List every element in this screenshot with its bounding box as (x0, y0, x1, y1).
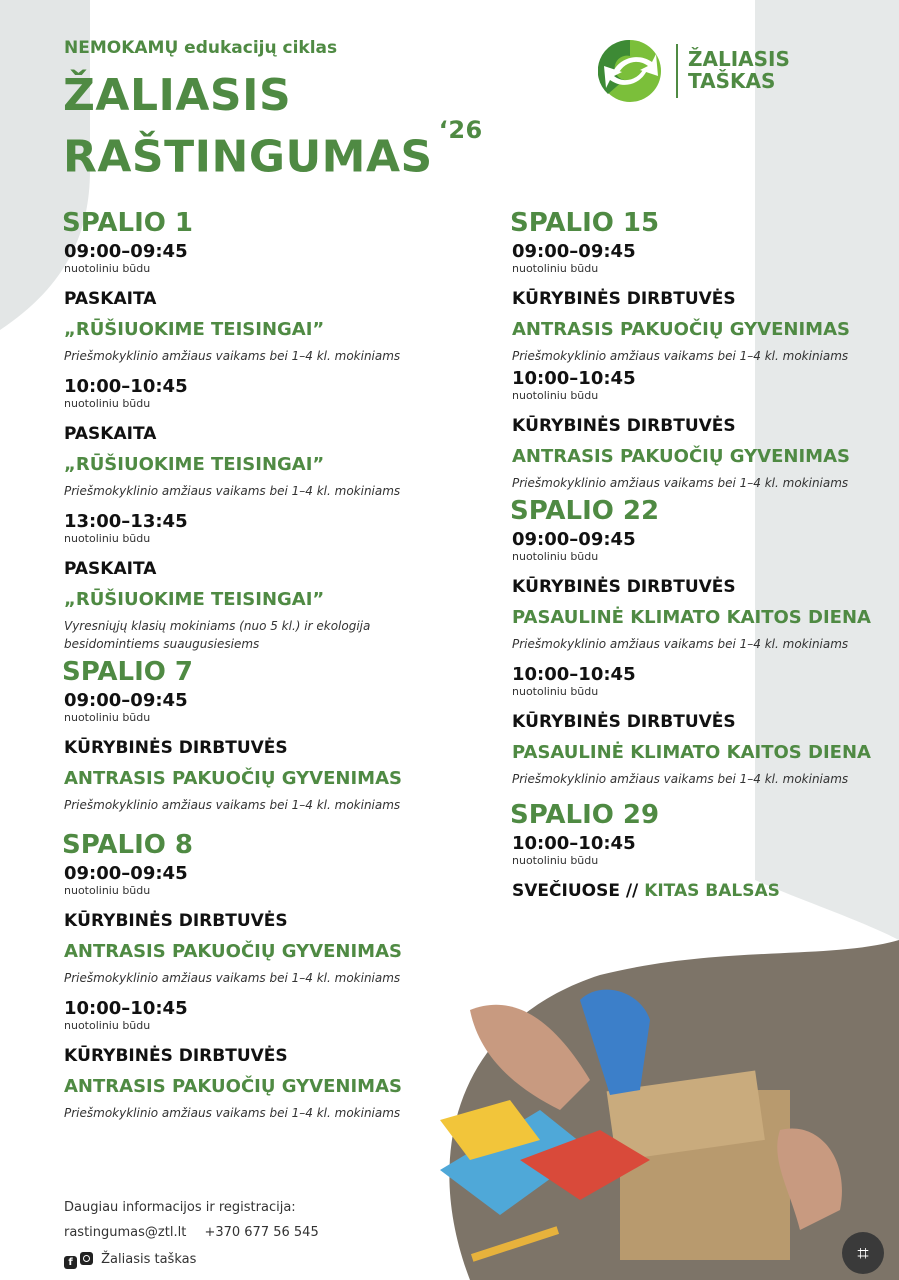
session-mode: nuotoliniu būdu (512, 854, 599, 867)
session-mode: nuotoliniu būdu (64, 262, 151, 275)
session-audience: Priešmokyklinio amžiaus vaikams bei 1–4 kl. mokiniams (64, 1106, 401, 1120)
day-heading: SPALIO 29 (510, 800, 660, 830)
session-topic: ANTRASIS PAKUOČIŲ GYVENIMAS (512, 446, 850, 467)
footer-contacts (64, 1225, 319, 1240)
session-topic: „RŪŠIUOKIME TEISINGAI” (64, 454, 325, 475)
session-time: 10:00–10:45 (512, 664, 636, 685)
session-time: 09:00–09:45 (64, 863, 188, 884)
session-topic: ANTRASIS PAKUOČIŲ GYVENIMAS (64, 768, 402, 789)
footer-info: Daugiau informacijos ir registracija: (64, 1200, 296, 1215)
session-topic: ANTRASIS PAKUOČIŲ GYVENIMAS (64, 1076, 402, 1097)
session-mode: nuotoliniu būdu (64, 397, 151, 410)
schedule-left-column (64, 208, 464, 1134)
session-time: 10:00–10:45 (512, 368, 636, 389)
session-mode: nuotoliniu būdu (512, 550, 599, 563)
session-topic: PASAULINĖ KLIMATO KAITOS DIENA (512, 742, 871, 763)
session-time: 10:00–10:45 (64, 376, 188, 397)
guest-line (512, 881, 882, 901)
session-mode: nuotoliniu būdu (512, 685, 599, 698)
session-topic: ANTRASIS PAKUOČIŲ GYVENIMAS (64, 941, 402, 962)
session-mode: nuotoliniu būdu (64, 884, 151, 897)
session-audience: Priešmokyklinio amžiaus vaikams bei 1–4 kl. mokiniams (512, 349, 849, 363)
logo-divider (676, 44, 678, 98)
session-topic: „RŪŠIUOKIME TEISINGAI” (64, 589, 325, 610)
instagram-icon[interactable] (80, 1252, 93, 1265)
guest-name: KITAS BALSAS (644, 881, 780, 901)
session-type: KŪRYBINĖS DIRBTUVĖS (64, 738, 288, 758)
session-type: KŪRYBINĖS DIRBTUVĖS (64, 1046, 288, 1066)
session-time: 09:00–09:45 (512, 241, 636, 262)
session-type: PASKAITA (64, 559, 157, 579)
day-heading: SPALIO 7 (62, 657, 194, 687)
session-mode: nuotoliniu būdu (64, 1019, 151, 1032)
title-year: ‘26 (438, 116, 483, 144)
session-time: 09:00–09:45 (64, 241, 188, 262)
session-type: KŪRYBINĖS DIRBTUVĖS (64, 911, 288, 931)
session-topic: ANTRASIS PAKUOČIŲ GYVENIMAS (512, 319, 850, 340)
session-audience: Priešmokyklinio amžiaus vaikams bei 1–4 kl. mokiniams (512, 476, 849, 490)
guest-prefix: SVEČIUOSE // (512, 881, 639, 901)
session-type: PASKAITA (64, 424, 157, 444)
day-heading: SPALIO 22 (510, 496, 660, 526)
session-type: KŪRYBINĖS DIRBTUVĖS (512, 712, 736, 732)
session-type: KŪRYBINĖS DIRBTUVĖS (512, 577, 736, 597)
session-mode: nuotoliniu būdu (512, 262, 599, 275)
session-type: KŪRYBINĖS DIRBTUVĖS (512, 416, 736, 436)
logo-line-1: ŽALIASIS (688, 47, 790, 71)
scan-text-icon[interactable]: ⌗ (842, 1232, 884, 1274)
schedule-right-column (512, 208, 882, 911)
session-audience: Priešmokyklinio amžiaus vaikams bei 1–4 kl. mokiniams (512, 637, 849, 651)
session-mode: nuotoliniu būdu (64, 711, 151, 724)
session-time: 13:00–13:45 (64, 511, 188, 532)
session-audience: Priešmokyklinio amžiaus vaikams bei 1–4 kl. mokiniams (64, 971, 401, 985)
footer-email[interactable]: rastingumas@ztl.lt (64, 1225, 187, 1240)
session-topic: „RŪŠIUOKIME TEISINGAI” (64, 319, 325, 340)
page-title (63, 70, 483, 184)
header-subtitle: NEMOKAMŲ edukacijų ciklas (64, 38, 338, 58)
day-heading: SPALIO 1 (62, 208, 194, 238)
session-audience: Priešmokyklinio amžiaus vaikams bei 1–4 kl. mokiniams (64, 349, 401, 363)
session-type: PASKAITA (64, 289, 157, 309)
session-audience: Vyresniųjų klasių mokiniams (nuo 5 kl.) ir ekologija besidomintiems suaugusiesiems (64, 619, 371, 651)
session-audience: Priešmokyklinio amžiaus vaikams bei 1–4 kl. mokiniams (512, 772, 849, 786)
day-heading: SPALIO 8 (62, 830, 194, 860)
title-line-2: RAŠTINGUMAS (63, 131, 433, 183)
session-time: 09:00–09:45 (512, 529, 636, 550)
facebook-icon[interactable]: f (64, 1256, 77, 1269)
session-time: 09:00–09:45 (64, 690, 188, 711)
title-line-1: ŽALIASIS (63, 70, 292, 121)
logo-text (688, 48, 790, 92)
footer-phone[interactable]: +370 677 56 545 (204, 1225, 319, 1240)
session-mode: nuotoliniu būdu (512, 389, 599, 402)
session-audience: Priešmokyklinio amžiaus vaikams bei 1–4 kl. mokiniams (64, 798, 401, 812)
day-heading: SPALIO 15 (510, 208, 660, 238)
logo-line-2: TAŠKAS (688, 69, 776, 93)
session-time: 10:00–10:45 (512, 833, 636, 854)
footer-social (64, 1252, 196, 1269)
social-name: Žaliasis taškas (101, 1252, 197, 1267)
session-audience: Priešmokyklinio amžiaus vaikams bei 1–4 kl. mokiniams (64, 484, 401, 498)
session-type: KŪRYBINĖS DIRBTUVĖS (512, 289, 736, 309)
session-time: 10:00–10:45 (64, 998, 188, 1019)
session-topic: PASAULINĖ KLIMATO KAITOS DIENA (512, 607, 871, 628)
session-mode: nuotoliniu būdu (64, 532, 151, 545)
